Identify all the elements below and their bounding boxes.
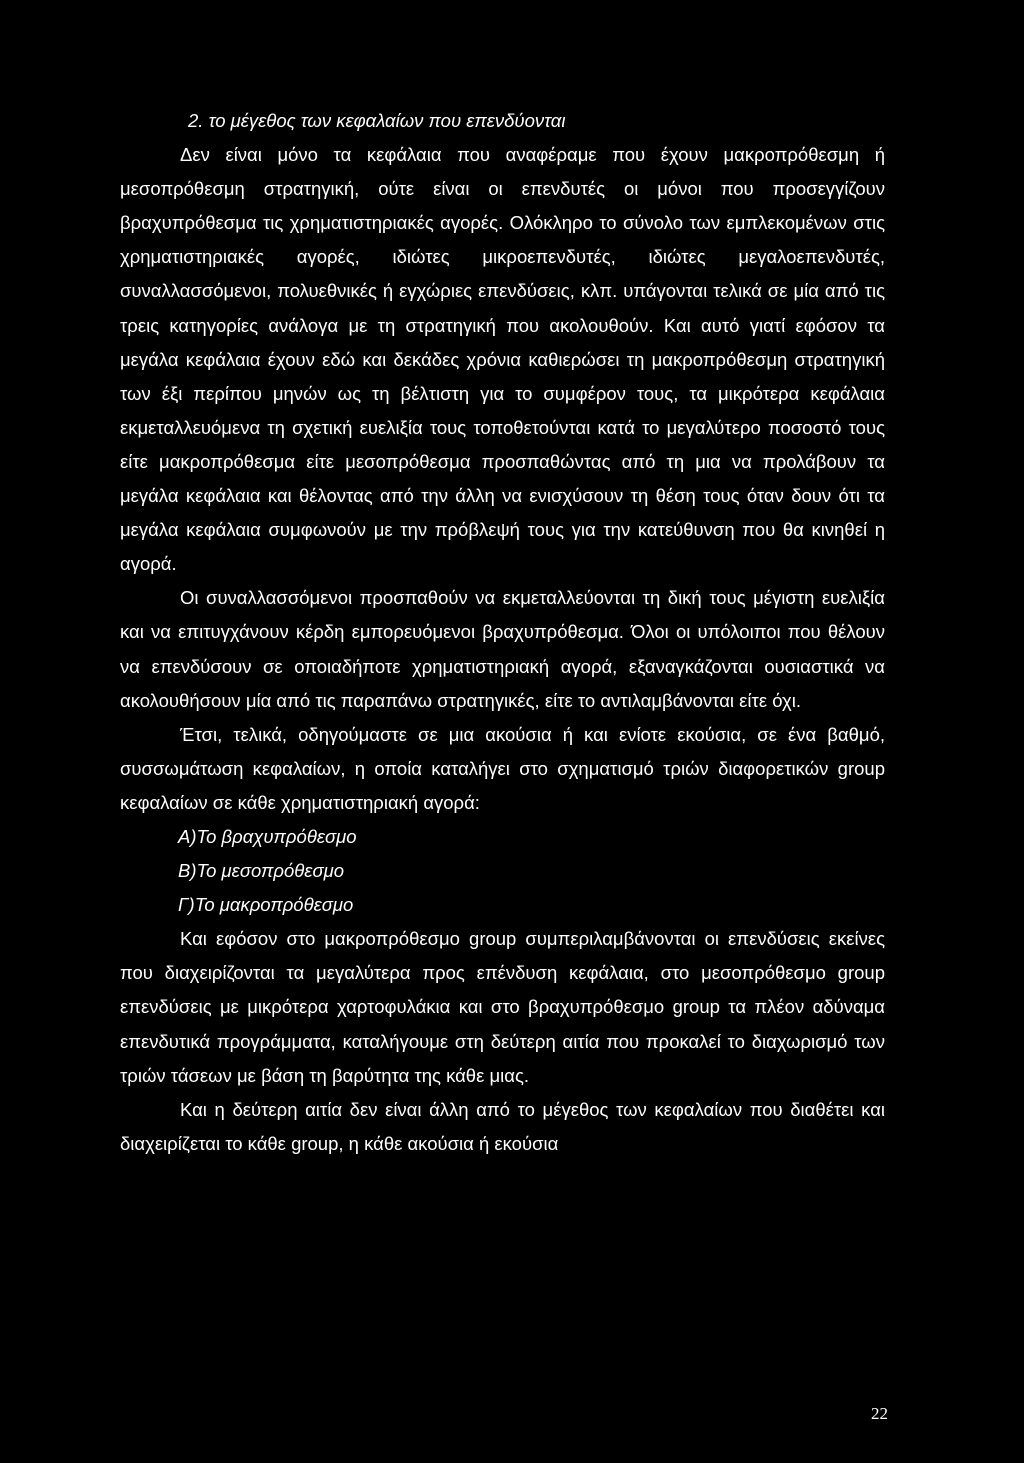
paragraph: Δεν είναι μόνο τα κεφάλαια που αναφέραμε που έχουν μακροπρόθεσμη ή μεσοπρόθεσμη στρατηγική, ούτε είναι οι επενδυτές οι μόνοι που προσεγγίζουν βραχυπρόθεσμα τις χρηματιστηριακές αγορές. Ολόκληρο το σύνολο των εμπλεκομένων στις χρηματιστηριακές αγορές, ιδιώτες μικροεπενδυτές, ιδιώτες μεγαλοεπενδυτές, συναλλασσόμενοι, πολυεθνικές ή εγχώριες επενδύσεις, κλπ. υπάγονται τελικά σε μία από τις τρεις κατηγορίες ανάλογα με τη στρατηγική που ακολουθούν. Και αυτό γιατί εφόσον τα μεγάλα κεφάλαια έχουν εδώ και δεκάδες χρόνια καθιερώσει τη μακροπρόθεσμη στρατηγική των έξι περίπου μηνών ως τη βέλτιστη για το συμφέρον τους, τα μικρότερα κεφάλαια εκμεταλλευόμενα τη σχετική ευελιξία τους τοποθετούνται κατά το μεγαλύτερο ποσοστό τους είτε μακροπρόθεσμα είτε μεσοπρόθεσμα προσπαθώντας από τη μια να προλάβουν τα μεγάλα κεφάλαια και θέλοντας από την άλλη να ενισχύσουν τη θέση τους όταν δουν ότι τα μεγάλα κεφάλαια συμφωνούν με την πρόβλεψή τους για την κατεύθυνση που θα κινηθεί η αγορά. — [120, 144, 885, 575]
document-body — [120, 104, 885, 1161]
paragraph: Οι συναλλασσόμενοι προσπαθούν να εκμεταλλεύονται τη δική τους μέγιστη ευελιξία και να επιτυγχάνουν κέρδη εμπορευόμενοι βραχυπρόθεσμα. Όλοι οι υπόλοιποι που θέλουν να επενδύσουν σε οποιαδήποτε χρηματιστηριακή αγορά, εξαναγκάζονται ουσιαστικά να ακολουθήσουν μία από τις παραπάνω στρατηγικές, είτε το αντιλαμβάνονται είτε όχι. — [120, 587, 885, 711]
paragraph: Και εφόσον στο μακροπρόθεσμο group συμπεριλαμβάνονται οι επενδύσεις εκείνες που διαχειρίζονται τα μεγαλύτερα προς επένδυση κεφάλαια, στο μεσοπρόθεσμο group επενδύσεις με μικρότερα χαρτοφυλάκια και στο βραχυπρόθεσμο group τα πλέον αδύναμα επενδυτικά προγράμματα, καταλήγουμε στη δεύτερη αιτία που προκαλεί το διαχωρισμό των τριών τάσεων με βάση τη βαρύτητα της κάθε μιας. — [120, 928, 885, 1086]
list-item-short-term: Α)Το βραχυπρόθεσμο — [178, 825, 357, 847]
page-number: 22 — [871, 1404, 888, 1423]
list-item-long-term: Γ)Το μακροπρόθεσμο — [178, 894, 354, 916]
paragraph: Έτσι, τελικά, οδηγούμαστε σε μια ακούσια ή και ενίοτε εκούσια, σε ένα βαθμό, συσσωμάτωση κεφαλαίων, η οποία καταλήγει στο σχηματισμό τριών διαφορετικών group κεφαλαίων σε κάθε χρηματιστηριακή αγορά: — [120, 723, 885, 813]
section-heading: 2. το μέγεθος των κεφαλαίων που επενδύονται — [188, 110, 566, 131]
list-item-mid-term: Β)Το μεσοπρόθεσμο — [178, 860, 345, 882]
paragraph: Και η δεύτερη αιτία δεν είναι άλλη από το μέγεθος των κεφαλαίων που διαθέτει και διαχειρίζεται το κάθε group, η κάθε ακούσια ή εκούσια — [120, 1098, 885, 1154]
